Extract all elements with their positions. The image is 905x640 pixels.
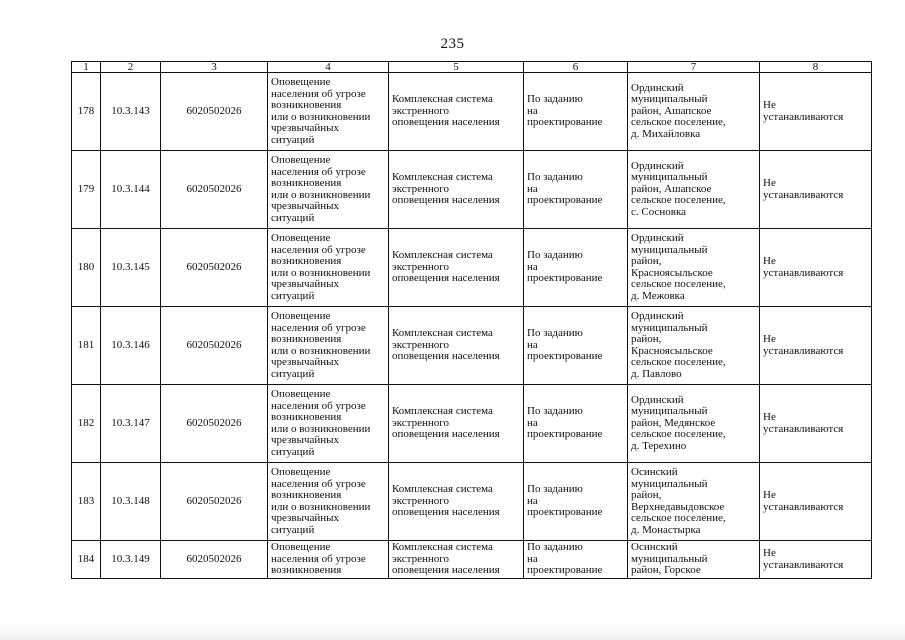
cell-system-line: экстренного [392, 338, 450, 351]
cell-system-line: Комплексная система [392, 327, 493, 340]
cell-installation-line: устанавливаются [763, 188, 844, 201]
table-row [72, 73, 872, 151]
cell-purpose-line: или о возникновении [271, 500, 371, 513]
cell-code: 10.3.146 [101, 307, 161, 385]
cell-number: 178 [72, 73, 101, 151]
cell-location-line: Ординский [631, 232, 684, 244]
cell-location-line: сельское поселение, [631, 116, 726, 129]
cell-oktmo: 6020502026 [161, 463, 268, 541]
cell-purpose-line: чрезвычайных [271, 356, 340, 368]
cell-number: 183 [72, 463, 101, 541]
cell-oktmo: 6020502026 [161, 385, 268, 463]
cell-system-line: экстренного [392, 260, 450, 273]
cell-system-line: Комплексная система [392, 483, 493, 496]
cell-status-line: на [527, 416, 538, 429]
cell-code: 10.3.143 [101, 73, 161, 151]
cell-location [628, 229, 760, 307]
cell-purpose-line: или о возникновении [271, 110, 371, 123]
cell-purpose-line: чрезвычайных [271, 278, 340, 290]
cell-purpose [268, 385, 389, 463]
cell-installation-line: Не [763, 99, 776, 111]
cell-code: 10.3.148 [101, 463, 161, 541]
cell-system [389, 73, 524, 151]
cell-system-line: Комплексная система [392, 93, 493, 106]
cell-location-line: Красноясыльское [631, 266, 713, 279]
cell-status-line: на [527, 260, 538, 273]
cell-location-line: сельское поселение, [631, 194, 726, 207]
cell-system [389, 463, 524, 541]
cell-installation-line: Не [763, 489, 776, 501]
cell-purpose-line: населения об угрозе [271, 321, 366, 334]
cell-installation [760, 229, 872, 307]
cell-status-line: проектирование [527, 116, 603, 129]
cell-number: 179 [72, 151, 101, 229]
cell-status-line: на [527, 494, 538, 507]
cell-system [389, 151, 524, 229]
cell-code: 10.3.144 [101, 151, 161, 229]
cell-location-line: д. Павлово [631, 367, 682, 380]
cell-status [524, 73, 628, 151]
table-row [72, 541, 872, 579]
cell-status-line: на [527, 104, 538, 117]
cell-status [524, 307, 628, 385]
cell-purpose-line: возникновения [271, 255, 342, 267]
cell-location-line: Осинский [631, 466, 678, 478]
header-row [72, 62, 872, 73]
cell-location-line: д. Межовка [631, 289, 685, 302]
cell-purpose-line: Оповещение [271, 466, 331, 478]
cell-purpose-line: Оповещение [271, 76, 331, 88]
cell-system-line: оповещения населения [392, 116, 500, 129]
cell-status-line: По заданию [527, 483, 583, 496]
cell-status [524, 463, 628, 541]
cell-location-line: муниципальный [631, 243, 708, 256]
cell-installation-line: устанавливаются [763, 266, 844, 279]
cell-oktmo: 6020502026 [161, 307, 268, 385]
table-body [72, 62, 872, 579]
cell-status [524, 385, 628, 463]
cell-system-line: оповещения населения [392, 350, 500, 363]
cell-purpose-line: Оповещение [271, 541, 331, 554]
cell-location-line: Ординский [631, 159, 684, 172]
cell-location-line: район, Медянское [631, 416, 716, 429]
cell-purpose-line: возникновения [271, 489, 342, 501]
cell-number: 184 [72, 541, 101, 579]
column-header: 8 [760, 62, 872, 73]
cell-location-line: сельское поселение, [631, 512, 726, 524]
cell-installation-line: Не [763, 333, 776, 345]
cell-purpose-line: ситуаций [271, 133, 315, 146]
cell-location-line: район, [631, 333, 662, 345]
cell-installation [760, 541, 872, 579]
cell-purpose-line: чрезвычайных [271, 200, 340, 212]
page-number: 235 [440, 36, 465, 52]
cell-purpose-line: населения об угрозе [271, 399, 366, 412]
cell-status-line: проектирование [527, 428, 603, 441]
cell-purpose-line: чрезвычайных [271, 512, 340, 524]
cell-status-line: проектирование [527, 194, 603, 207]
cell-purpose-line: чрезвычайных [271, 122, 340, 134]
cell-purpose-line: ситуаций [271, 367, 315, 380]
cell-status-line: на [527, 338, 538, 351]
cell-purpose-line: возникновения [271, 564, 342, 577]
cell-purpose-line: ситуаций [271, 211, 315, 224]
cell-system-line: экстренного [392, 182, 450, 195]
cell-purpose-line: ситуаций [271, 445, 315, 458]
cell-purpose-line: возникновения [271, 333, 342, 345]
cell-status-line: проектирование [527, 506, 603, 519]
cell-location-line: Ординский [631, 393, 684, 406]
cell-code: 10.3.149 [101, 541, 161, 579]
table-row [72, 229, 872, 307]
cell-system-line: оповещения населения [392, 194, 500, 207]
cell-location-line: сельское поселение, [631, 356, 726, 368]
cell-system [389, 541, 524, 579]
cell-installation-line: Не [763, 411, 776, 423]
cell-number: 182 [72, 385, 101, 463]
cell-status-line: проектирование [527, 272, 603, 285]
table-row [72, 385, 872, 463]
cell-location-line: сельское поселение, [631, 278, 726, 290]
cell-installation-line: Не [763, 547, 776, 559]
cell-system-line: экстренного [392, 416, 450, 429]
cell-purpose-line: Оповещение [271, 310, 331, 322]
cell-status-line: на [527, 552, 538, 565]
cell-code: 10.3.147 [101, 385, 161, 463]
cell-system [389, 385, 524, 463]
cell-installation-line: устанавливаются [763, 110, 844, 123]
cell-location [628, 73, 760, 151]
cell-system-line: экстренного [392, 494, 450, 507]
cell-purpose-line: ситуаций [271, 523, 315, 536]
cell-location-line: Красноясыльское [631, 344, 713, 357]
cell-purpose-line: возникновения [271, 177, 342, 189]
cell-installation-line: устанавливаются [763, 558, 844, 571]
cell-system-line: оповещения населения [392, 506, 500, 519]
cell-purpose [268, 307, 389, 385]
cell-location-line: сельское поселение, [631, 428, 726, 441]
cell-purpose-line: населения об угрозе [271, 243, 366, 256]
cell-location-line: муниципальный [631, 405, 708, 418]
cell-location-line: район, [631, 255, 662, 267]
cell-location-line: Осинский [631, 541, 678, 554]
cell-location-line: д. Терехино [631, 439, 687, 452]
cell-number: 180 [72, 229, 101, 307]
cell-location-line: муниципальный [631, 171, 708, 184]
scan-shadow [0, 622, 905, 640]
cell-location-line: Верхнедавыдовское [631, 500, 725, 513]
cell-system [389, 307, 524, 385]
cell-purpose [268, 151, 389, 229]
cell-location-line: муниципальный [631, 477, 708, 490]
cell-system-line: экстренного [392, 104, 450, 117]
cell-purpose-line: возникновения [271, 99, 342, 111]
cell-purpose-line: или о возникновении [271, 422, 371, 435]
column-header: 2 [101, 62, 161, 73]
cell-location-line: район, [631, 489, 662, 501]
table-row [72, 463, 872, 541]
cell-oktmo: 6020502026 [161, 73, 268, 151]
cell-installation-line: устанавливаются [763, 344, 844, 357]
cell-location [628, 385, 760, 463]
cell-purpose-line: Оповещение [271, 388, 331, 400]
cell-purpose [268, 229, 389, 307]
cell-status [524, 229, 628, 307]
cell-location [628, 151, 760, 229]
cell-purpose-line: населения об угрозе [271, 87, 366, 100]
cell-status [524, 541, 628, 579]
cell-location-line: Ординский [631, 81, 684, 94]
cell-location-line: район, Горское [631, 564, 701, 577]
registry-table [71, 61, 872, 579]
cell-status-line: По заданию [527, 541, 583, 554]
column-header: 7 [628, 62, 760, 73]
cell-installation [760, 151, 872, 229]
cell-oktmo: 6020502026 [161, 541, 268, 579]
cell-system-line: Комплексная система [392, 405, 493, 418]
cell-oktmo: 6020502026 [161, 151, 268, 229]
column-header: 3 [161, 62, 268, 73]
cell-installation [760, 463, 872, 541]
cell-system-line: оповещения населения [392, 564, 500, 577]
cell-status-line: проектирование [527, 564, 603, 577]
table-row [72, 307, 872, 385]
cell-location [628, 463, 760, 541]
cell-purpose-line: Оповещение [271, 232, 331, 244]
cell-purpose [268, 541, 389, 579]
cell-purpose-line: Оповещение [271, 154, 331, 166]
cell-status-line: По заданию [527, 249, 583, 262]
table-row [72, 151, 872, 229]
cell-status-line: По заданию [527, 327, 583, 340]
cell-system-line: оповещения населения [392, 428, 500, 441]
cell-purpose-line: чрезвычайных [271, 434, 340, 446]
cell-system-line: Комплексная система [392, 249, 493, 262]
cell-status-line: По заданию [527, 171, 583, 184]
cell-purpose [268, 463, 389, 541]
cell-system-line: оповещения населения [392, 272, 500, 285]
cell-installation-line: Не [763, 255, 776, 267]
cell-installation [760, 385, 872, 463]
cell-code: 10.3.145 [101, 229, 161, 307]
cell-installation-line: устанавливаются [763, 500, 844, 513]
cell-location-line: район, Ашапское [631, 182, 712, 195]
cell-purpose-line: или о возникновении [271, 344, 371, 357]
cell-system [389, 229, 524, 307]
cell-installation-line: устанавливаются [763, 422, 844, 435]
cell-purpose-line: населения об угрозе [271, 165, 366, 178]
cell-installation-line: Не [763, 177, 776, 189]
cell-location-line: муниципальный [631, 552, 708, 565]
column-header: 6 [524, 62, 628, 73]
cell-installation [760, 307, 872, 385]
cell-number: 181 [72, 307, 101, 385]
cell-location-line: район, Ашапское [631, 104, 712, 117]
cell-status-line: на [527, 182, 538, 195]
cell-purpose-line: ситуаций [271, 289, 315, 302]
cell-system-line: Комплексная система [392, 171, 493, 184]
cell-location-line: муниципальный [631, 93, 708, 106]
cell-location-line: д. Михайловка [631, 127, 701, 140]
cell-location-line: д. Монастырка [631, 523, 701, 536]
cell-location-line: Ординский [631, 310, 684, 322]
cell-location [628, 307, 760, 385]
column-header: 5 [389, 62, 524, 73]
column-header: 4 [268, 62, 389, 73]
cell-purpose-line: возникновения [271, 411, 342, 423]
cell-purpose-line: населения об угрозе [271, 552, 366, 565]
cell-system-line: Комплексная система [392, 541, 493, 554]
cell-purpose-line: или о возникновении [271, 188, 371, 201]
cell-purpose-line: или о возникновении [271, 266, 371, 279]
cell-installation [760, 73, 872, 151]
column-header: 1 [72, 62, 101, 73]
cell-location-line: с. Сосновка [631, 205, 687, 218]
cell-status-line: По заданию [527, 405, 583, 418]
cell-oktmo: 6020502026 [161, 229, 268, 307]
cell-status [524, 151, 628, 229]
cell-status-line: По заданию [527, 93, 583, 106]
cell-location-line: муниципальный [631, 321, 708, 334]
cell-status-line: проектирование [527, 350, 603, 363]
cell-system-line: экстренного [392, 552, 450, 565]
cell-purpose-line: населения об угрозе [271, 477, 366, 490]
cell-location [628, 541, 760, 579]
cell-purpose [268, 73, 389, 151]
